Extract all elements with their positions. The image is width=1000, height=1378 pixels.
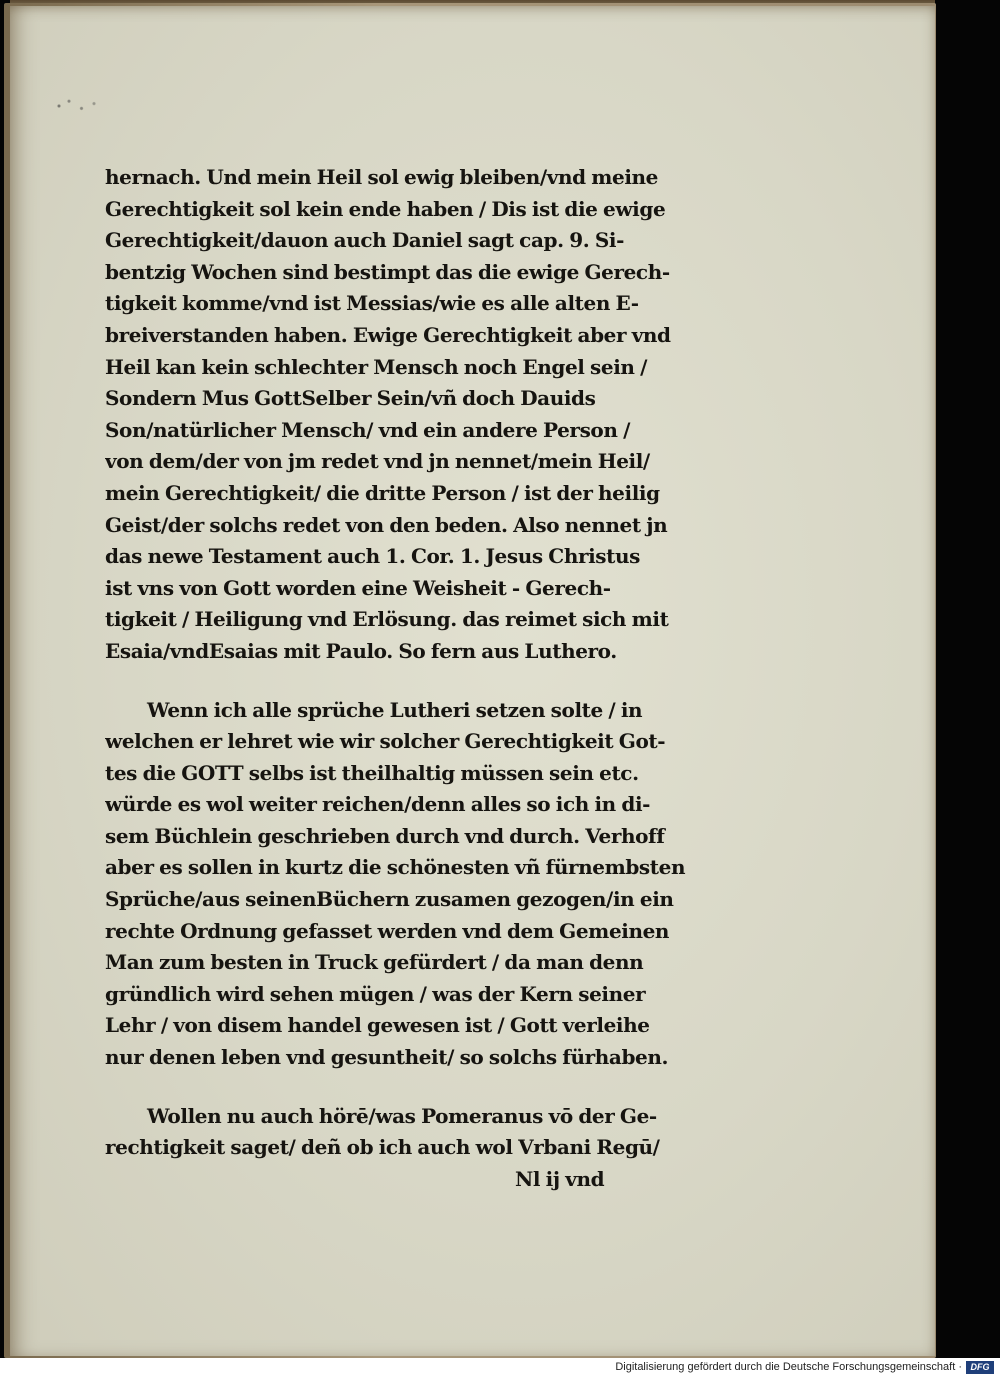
text-line: aber es sollen in kurtz die schönesten vñ fürnembsten — [105, 855, 686, 880]
text-line: ist vns von Gott worden eine Weisheit - Gerech- — [105, 575, 611, 600]
paragraph-2 — [105, 695, 705, 1074]
text-line: gründlich wird sehen mügen / was der Kern seiner — [105, 981, 646, 1006]
text-line: Wollen nu auch hörē/was Pomeranus vō der Ge- — [147, 1103, 657, 1128]
text-line: breiverstanden haben. Ewige Gerechtigkeit aber vnd — [105, 322, 671, 347]
paragraph-1 — [105, 162, 705, 668]
funding-credit: Digitalisierung gefördert durch die Deutsche Forschungsgemeinschaft · — [615, 1361, 962, 1373]
text-line: rechtigkeit saget/ deñ ob ich auch wol Vrbani Regū/ — [105, 1135, 660, 1160]
text-line: Gerechtigkeit/dauon auch Daniel sagt cap. 9. Si- — [105, 228, 624, 253]
text-line: Geist/der solchs redet von den beden. Also nennet jn — [105, 512, 668, 537]
text-line: tes die GOTT selbs ist theilhaltig müssen sein etc. — [105, 760, 639, 785]
text-line: Gerechtigkeit sol kein ende haben / Dis ist die ewige — [105, 196, 666, 221]
text-line: welchen er lehret wie wir solcher Gerechtigkeit Got- — [105, 729, 666, 754]
paragraph-gap — [105, 668, 705, 695]
text-line: Esaia/vndEsaias mit Paulo. So fern aus Luthero. — [105, 638, 617, 663]
text-line: hernach. Und mein Heil sol ewig bleiben/vnd meine — [105, 165, 659, 189]
text-line: das newe Testament auch 1. Cor. 1. Jesus Christus — [105, 544, 640, 569]
text-line: Sprüche/aus seinenBüchern zusamen gezogen/in ein — [105, 887, 674, 912]
text-line: Heil kan kein schlechter Mensch noch Engel sein / — [105, 354, 648, 379]
text-line: tigkeit komme/vnd ist Messias/wie es alle alten E- — [105, 291, 639, 316]
text-line: tigkeit / Heiligung vnd Erlösung. das reimet sich mit — [105, 607, 669, 632]
text-line: Lehr / von disem handel gewesen ist / Gott verleihe — [105, 1013, 650, 1038]
text-line: Son/natürlicher Mensch/ vnd ein andere Person / — [105, 417, 630, 442]
text-line: von dem/der von jm redet vnd jn nennet/mein Heil/ — [105, 449, 650, 474]
catchline: Nl ij vnd — [515, 1166, 605, 1191]
text-line: würde es wol weiter reichen/denn alles so ich in di- — [105, 792, 651, 817]
text-line: rechte Ordnung gefasset werden vnd dem Gemeinen — [105, 918, 670, 943]
text-line: nur denen leben vnd gesuntheit/ so solchs fürhaben. — [105, 1045, 669, 1070]
text-line: Wenn ich alle sprüche Lutheri setzen solte / in — [147, 697, 643, 722]
text-line: Sondern Mus GottSelber Sein/vñ doch Dauids — [105, 386, 596, 411]
text-line: sem Büchlein geschrieben durch vnd durch. Verhoff — [105, 823, 665, 848]
text-line: Man zum besten in Truck gefürdert / da man denn — [105, 950, 644, 975]
page-text — [105, 162, 705, 1195]
footer-bar — [0, 1358, 1000, 1378]
text-line: mein Gerechtigkeit/ die dritte Person / ist der heilig — [105, 480, 660, 505]
dfg-logo-icon: DFG — [966, 1361, 994, 1374]
paper-speckle — [54, 94, 104, 118]
paragraph-3 — [105, 1101, 705, 1164]
text-line: bentzig Wochen sind bestimpt das die ewige Gerech- — [105, 259, 670, 284]
paragraph-gap — [105, 1074, 705, 1101]
